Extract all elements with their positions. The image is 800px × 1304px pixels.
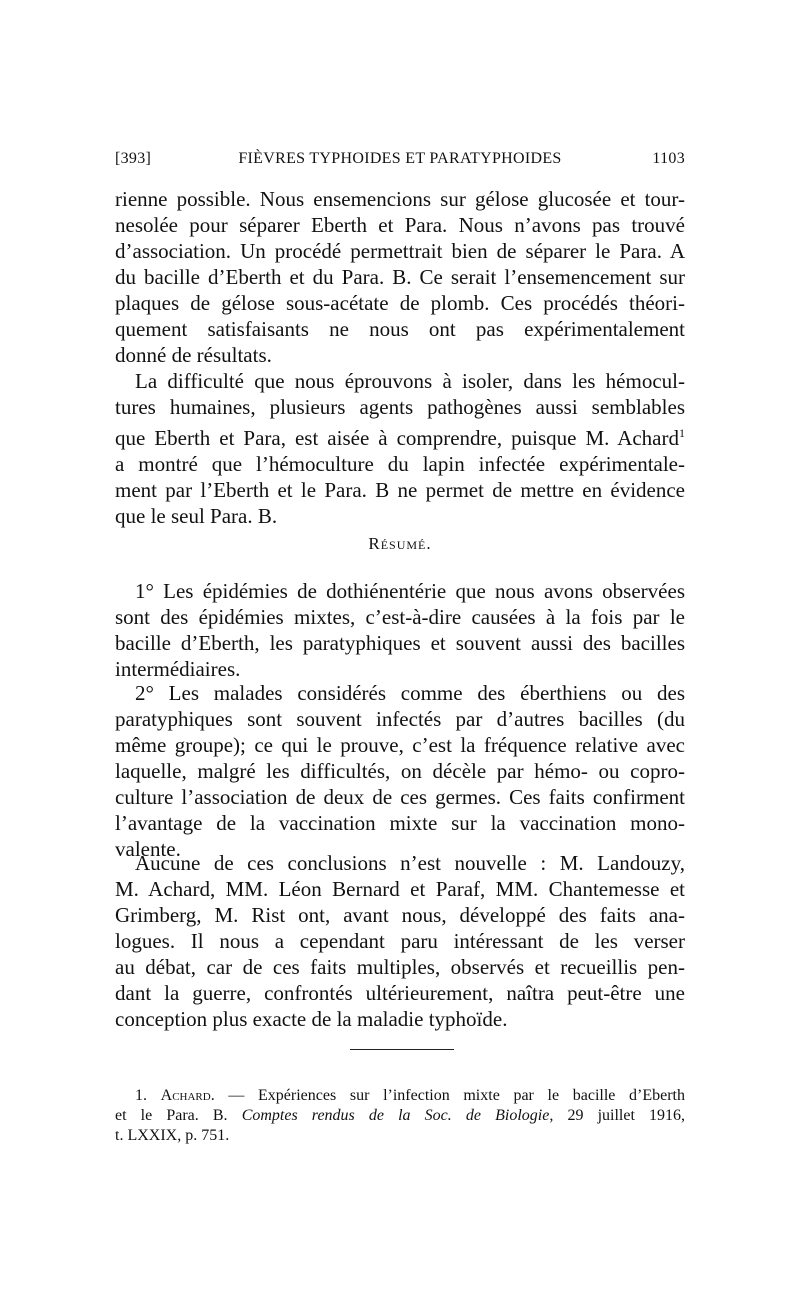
text-line: intermédiaires. (115, 657, 241, 681)
text-line: 2° Les malades considérés comme des éberthiens ou des (135, 681, 685, 705)
footnote-text: — Expériences sur l’infection mixte par le bacille d’Eberth (228, 1087, 686, 1104)
text-line: laquelle, malgré les difficultés, on décèle par hémo- ou copro- (115, 759, 685, 783)
footnote-line (115, 1106, 685, 1126)
separator-rule (350, 1049, 454, 1050)
text-line: l’avantage de la vaccination mixte sur la vaccination mono- (115, 811, 685, 835)
text-line: conception plus exacte de la maladie typhoïde. (115, 1007, 508, 1031)
text-line: quement satisfaisants ne nous ont pas expérimentalement (115, 317, 685, 341)
footnote-line: t. LXXIX, p. 751. (115, 1127, 230, 1144)
text-line: du bacille d’Eberth et du Para. B. Ce serait l’ensemencement sur (115, 265, 685, 289)
text-line: culture l’association de deux de ces germes. Ces faits confirment (115, 785, 685, 809)
paragraph-2 (115, 368, 685, 529)
footnote-journal: Comptes rendus de la Soc. de Biologie, (241, 1107, 554, 1124)
text-line: M. Achard, MM. Léon Bernard et Paraf, MM. Chantemesse et (115, 877, 685, 901)
text-line: Aucune de ces conclusions n’est nouvelle : M. Landouzy, (135, 851, 685, 875)
text-line: tures humaines, plusieurs agents pathogènes aussi semblables (115, 395, 685, 419)
text-line: dant la guerre, confrontés ultérieurement, naîtra peut-être une (115, 981, 685, 1005)
text-line: a montré que l’hémoculture du lapin infectée expérimentale- (115, 452, 685, 476)
footnote-date: 29 juillet 1916, (567, 1107, 686, 1124)
text-line: ment par l’Eberth et le Para. B ne permet de mettre en évidence (115, 478, 685, 502)
page-number: 1103 (652, 150, 685, 167)
paragraph-4 (115, 680, 685, 862)
section-title: Résumé. (368, 534, 432, 553)
text-line: sont des épidémies mixtes, c’est-à-dire causées à la fois par le (115, 605, 685, 629)
text-line: La difficulté que nous éprouvons à isoler, dans les hémocul- (135, 369, 685, 393)
text-line: 1° Les épidémies de dothiénentérie que nous avons observées (135, 579, 685, 603)
text-line: plaques de gélose sous-acétate de plomb. Ces procédés théori- (115, 291, 685, 315)
text-line: donné de résultats. (115, 343, 272, 367)
footnote-text: et le Para. B. (115, 1107, 228, 1124)
running-header (115, 150, 685, 172)
text-line-with-footnote (115, 420, 685, 451)
text-line: paratyphiques sont souvent infectés par d’autres bacilles (du (115, 707, 685, 731)
text-line: logues. Il nous a cependant paru intéressant de les verser (115, 929, 685, 953)
text-line: même groupe); ce qui le prouve, c’est la fréquence relative avec (115, 733, 685, 757)
footnote-author: Achard. (160, 1087, 215, 1104)
footnote-line (115, 1086, 685, 1106)
text-line: que le seul Para. B. (115, 504, 278, 528)
footnote-marker[interactable]: 1 (679, 426, 685, 440)
text-line: d’association. Un procédé permettrait bien de séparer le Para. A (115, 239, 685, 263)
text-line: bacille d’Eberth, les paratyphiques et souvent aussi des bacilles (115, 631, 685, 655)
text-line: valente. (115, 837, 181, 861)
paragraph-3 (115, 578, 685, 682)
section-number: [393] (115, 150, 152, 167)
footnote (115, 1086, 685, 1146)
text-line: au débat, car de ces faits multiples, observés et recueillis pen- (115, 955, 685, 979)
footnote-number: 1. (135, 1087, 147, 1104)
text-line: que Eberth et Para, est aisée à comprendre, puisque M. Achard (115, 426, 679, 450)
paragraph-1 (115, 186, 685, 368)
text-line: Grimberg, M. Rist ont, avant nous, développé des faits ana- (115, 903, 685, 927)
text-line: rienne possible. Nous ensemencions sur gélose glucosée et tour- (115, 187, 685, 211)
paragraph-5 (115, 850, 685, 1032)
text-line: nesolée pour séparer Eberth et Para. Nous n’avons pas trouvé (115, 213, 685, 237)
running-title: FIÈVRES TYPHOIDES ET PARATYPHOIDES (238, 150, 562, 167)
